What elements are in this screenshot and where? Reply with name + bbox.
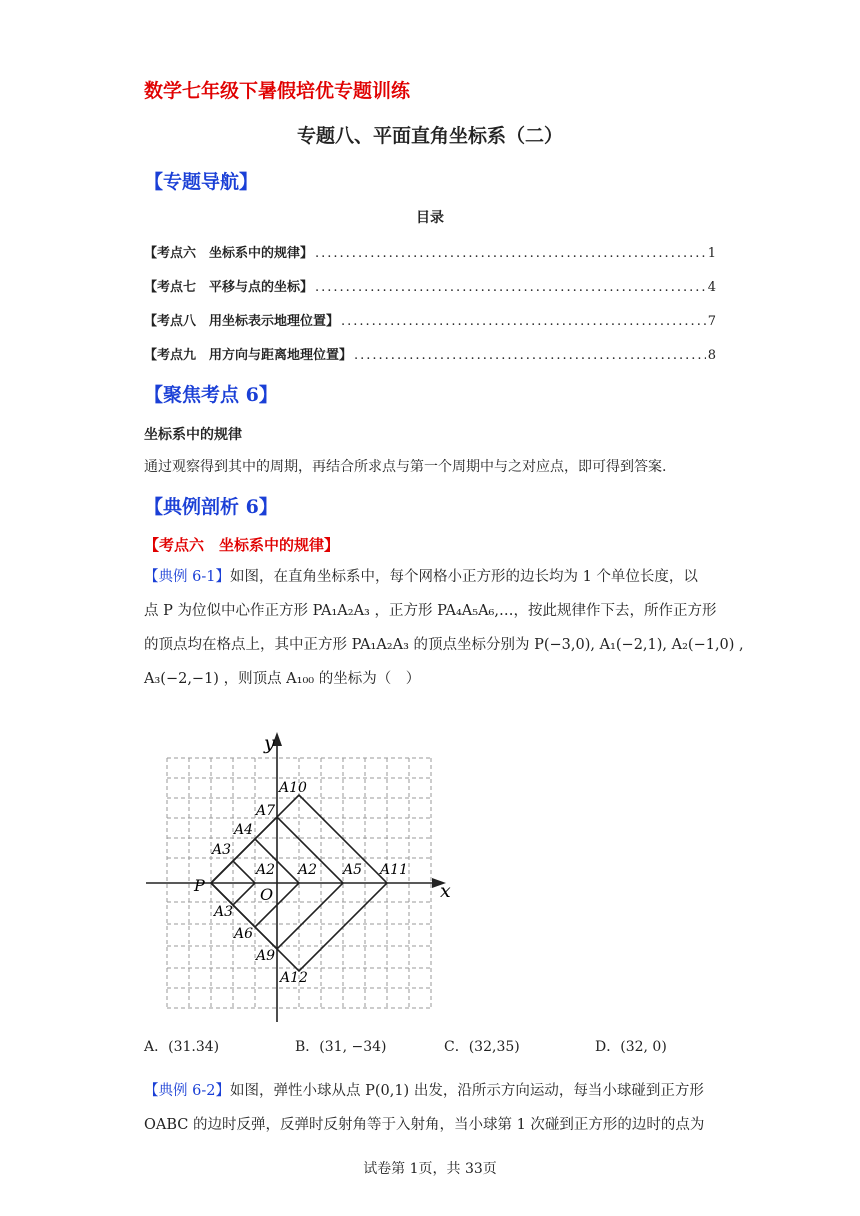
point-A6-label: A6 — [234, 926, 254, 942]
point-A5-label: A5 — [343, 862, 363, 878]
option-letter: C． — [444, 1039, 469, 1055]
toc-item[interactable] — [144, 276, 716, 295]
toc-item-label: 【考点六 坐标系中的规律】 — [144, 246, 314, 261]
x-axis-label: x — [440, 880, 451, 902]
example-tag: 【典例 6-2】 — [144, 1083, 230, 1099]
toc-item-page: 1 — [707, 246, 716, 261]
series-title: 数学七年级下暑假培优专题训练 — [144, 80, 411, 102]
option-letter: A． — [144, 1039, 169, 1055]
toc-item-label: 【考点八 用坐标表示地理位置】 — [144, 314, 340, 329]
toc-item[interactable] — [144, 344, 716, 363]
toc-item-label: 【考点七 平移与点的坐标】 — [144, 280, 314, 295]
focus-subheading: 坐标系中的规律 — [144, 427, 242, 443]
option-b[interactable] — [295, 1036, 386, 1056]
example-tag: 【典例 6-1】 — [144, 569, 230, 585]
page-title: 专题八、平面直角坐标系（二） — [296, 125, 563, 147]
point-A3-lower-label: A3 — [214, 904, 234, 920]
toc-item[interactable] — [144, 242, 716, 261]
toc-item-page: 8 — [707, 348, 716, 363]
toc-heading: 目录 — [416, 210, 444, 226]
example-line: A₃(−2,−1) ，则顶点 A₁₀₀ 的坐标为（ ） — [144, 671, 421, 687]
option-text: (32, 0) — [620, 1039, 667, 1055]
example-line: 如图，弹性小球从点 P(0,1) 出发，沿所示方向运动，每当小球碰到正方形 — [229, 1083, 704, 1099]
option-text: (31, −34) — [319, 1039, 387, 1055]
toc-item-page: 4 — [707, 280, 716, 295]
point-A4-label: A4 — [234, 822, 254, 838]
topic-heading: 【考点六 坐标系中的规律】 — [144, 536, 340, 554]
y-axis-label: y — [264, 732, 275, 754]
point-A7-label: A7 — [256, 803, 276, 819]
coordinate-figure — [140, 728, 460, 1028]
option-letter: B． — [295, 1039, 320, 1055]
option-text: (32,35) — [468, 1039, 520, 1055]
toc-item[interactable] — [144, 310, 716, 329]
point-A3-upper-label: A3 — [212, 842, 232, 858]
point-A2-inner-label: A2 — [256, 862, 276, 878]
focus-heading: 【聚焦考点 6】 — [144, 384, 278, 406]
point-A9-label: A9 — [256, 948, 276, 964]
toc-leader — [341, 314, 706, 329]
example-heading: 【典例剖析 6】 — [144, 496, 278, 518]
origin-label: O — [260, 885, 274, 904]
point-A12-label: A12 — [280, 970, 308, 986]
example-6-2 — [144, 1074, 716, 1142]
point-P-label: P — [194, 876, 205, 895]
option-text: (31.34) — [168, 1039, 220, 1055]
example-line: 如图，在直角坐标系中，每个网格小正方形的边长均为 1 个单位长度，以 — [229, 569, 698, 585]
point-A11-label: A11 — [380, 862, 408, 878]
option-a[interactable] — [144, 1036, 219, 1056]
example-line: OABC 的边时反弹，反弹时反射角等于入射角，当小球第 1 次碰到正方形的边时的点为 — [144, 1117, 705, 1133]
toc-leader — [315, 246, 706, 261]
focus-text: 通过观察得到其中的周期，再结合所求点与第一个周期中与之对应点，即可得到答案. — [144, 459, 667, 475]
page-footer: 试卷第 1页，共 33页 — [363, 1161, 497, 1177]
example-line: 的顶点均在格点上，其中正方形 PA₁A₂A₃ 的顶点坐标分别为 P(−3,0), A₁(−2,1), A₂(−1,0) , — [144, 637, 744, 653]
nav-heading: 【专题导航】 — [144, 171, 259, 193]
option-c[interactable] — [444, 1036, 520, 1056]
point-A10-label: A10 — [279, 780, 307, 796]
example-line: 点 P 为位似中心作正方形 PA₁A₂A₃ ，正方形 PA₄A₅A₆,…，按此规律作下去，所作正方形 — [144, 603, 717, 619]
toc-item-page: 7 — [707, 314, 716, 329]
example-6-1 — [144, 560, 744, 696]
point-A2-right-label: A2 — [298, 862, 318, 878]
toc-leader — [354, 348, 706, 363]
option-letter: D． — [595, 1039, 621, 1055]
toc-leader — [315, 280, 706, 295]
toc-item-label: 【考点九 用方向与距离地理位置】 — [144, 348, 353, 363]
option-d[interactable] — [595, 1036, 667, 1056]
